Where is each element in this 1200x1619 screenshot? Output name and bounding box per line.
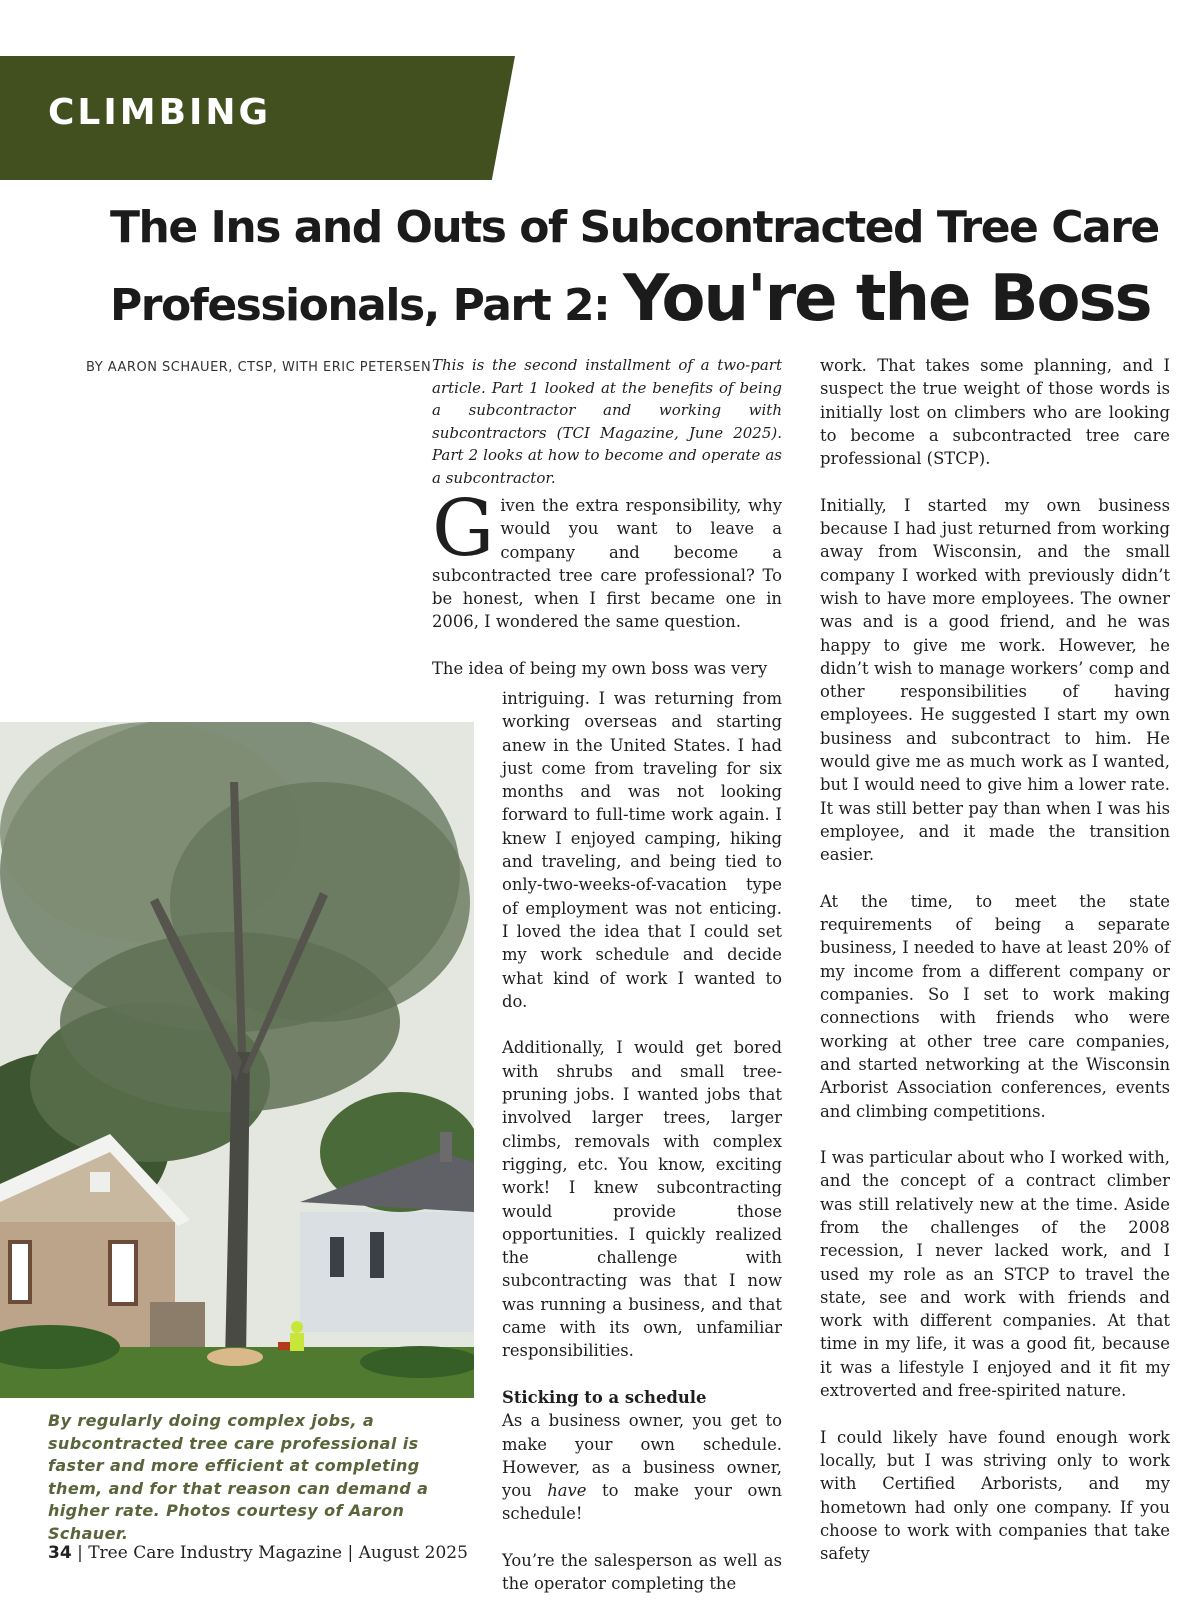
page-footer [48, 1543, 468, 1563]
article-title-line2 [110, 262, 1151, 336]
paragraph: work. That takes some planning, and I suspect the true weight of those words is initially lost on climbers who are looking to become a subcontracted tree care professional (STCP). [820, 356, 1170, 469]
paragraph [502, 1386, 782, 1526]
page-number: 34 [48, 1543, 72, 1563]
body-column-2-bottom [502, 687, 782, 1619]
body-column-3 [820, 354, 1170, 1589]
article-title-emphasis: You're the Boss [623, 262, 1151, 336]
paragraph: I was particular about who I worked with, and the concept of a contract climber was still relatively new at the time. Aside from the challenges of the 2008 recession, I never lacked work, and I used my role as an STCP to travel the state, see and work with friends and work with different companies. At that time in my life, it was a good fit, because it was a lifestyle I enjoyed and it fit my extroverted and free-spirited nature. [820, 1148, 1170, 1401]
paragraph-text: As a business owner, you get to make your own schedule. However, as a business owner, you [502, 1411, 782, 1501]
paragraph: Initially, I started my own business because I had just returned from working away from Wisconsin, and the small company I worked with previously didn’t wish to have more employees. The owner was and is a good friend, and he was happy to give me work. However, he didn’t wish to manage workers’ comp and other responsibilities of having employees. He suggested I start my own business and subcontract to him. He would give me as much work as I wanted, but I would need to give him a lower rate. It was still better pay than when I was his employee, and it made the transition easier. [820, 495, 1170, 865]
photo-caption: By regularly doing complex jobs, a subcontracted tree care professional is faster and more efficient at completing them, and for that reason can demand a higher rate. Photos courtesy of Aaron Schauer. [48, 1411, 429, 1543]
paragraph: You’re the salesperson as well as the operator completing the [502, 1550, 782, 1594]
section-label: CLIMBING [48, 92, 272, 133]
paragraph [432, 484, 782, 634]
byline: BY AARON SCHAUER, CTSP, WITH ERIC PETERSEN [86, 360, 432, 375]
paragraph: At the time, to meet the state requirements of being a separate business, I needed to have at least 20% of my income from a different company or companies. So I set to work making connections with friends who were working at other tree care companies, and started networking at the Wisconsin Arborist Association conferences, events and climbing competitions. [820, 891, 1170, 1121]
paragraph: I could likely have found enough work locally, but I was striving only to work with Certified Arborists, and my hometown had only one company. If you choose to work with companies that take safety [820, 1427, 1170, 1564]
tree-photo [0, 722, 474, 1398]
drop-cap: G [432, 484, 495, 574]
paragraph-text: iven the extra responsibility, why would you want to leave a company and become a subcontracted tree care professional? To be honest, when I first became one in 2006, I wondered the same question. [432, 496, 782, 632]
footer-text: | Tree Care Industry Magazine | August 2025 [71, 1543, 468, 1563]
article-title-part: Professionals, Part 2: [110, 280, 624, 331]
intro-text: This is the second installment of a two-part article. Part 1 looked at the benefits of being a subcontractor and working with subcontractors (TCI Magazine, June 2025). Part 2 looks at how to become and operate as a subcontractor. [432, 356, 782, 487]
body-column-2-top [432, 484, 782, 704]
paragraph-lead: The idea of being my own boss was very [432, 659, 768, 679]
paragraph: Additionally, I would get bored with shrubs and small tree-pruning jobs. I wanted jobs that involved larger trees, larger climbs, removals with complex rigging, etc. You know, exciting work! I knew subcontracting would provide those opportunities. I quickly realized the challenge with subcontracting was that I now was running a business, and that came with its own, unfamiliar responsibilities. [502, 1038, 782, 1361]
emphasis-text: have [547, 1481, 587, 1501]
subheading: Sticking to a schedule [502, 1387, 707, 1407]
article-title-line1: The Ins and Outs of Subcontracted Tree Care [110, 202, 1159, 253]
tree-photo-illustration [0, 722, 474, 1398]
paragraph: intriguing. I was returning from working overseas and starting anew in the United States. I had just come from traveling for six months and was not looking forward to full-time work again. I knew I enjoyed camping, hiking and traveling, and being tied to only-two-weeks-of-vacation type of employment was not enticing. I loved the idea that I could set my work schedule and decide what kind of work I wanted to do. [502, 689, 782, 1011]
paragraph-text: to make your own schedule! [502, 1481, 782, 1524]
